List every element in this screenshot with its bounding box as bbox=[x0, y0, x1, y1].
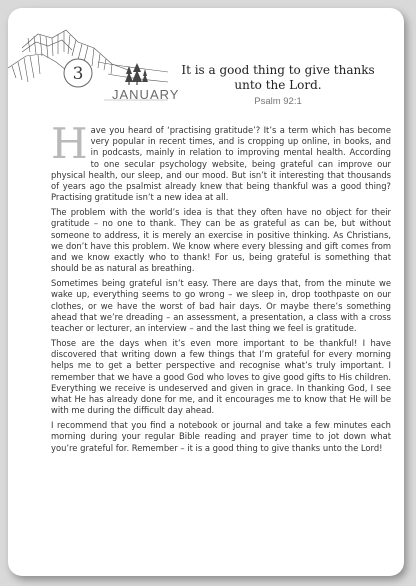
paragraph-2: The problem with the world’s idea is that they often have no object for their gratitude – no one to thank. They can be as grateful as can be, but without someone to address, it is merely an exercise in positive thinking. As Christians, we don’t have this problem. We know where every blessing and gift comes from and we know exactly who to thank! For us, being grateful is something that should be as natural as breathing. bbox=[51, 207, 391, 274]
drop-cap: H bbox=[51, 119, 88, 168]
paragraph-5: I recommend that you find a notebook or journal and take a few minutes each morning during your regular Bible reading and prayer time to jot down what you’re grateful for. Remember – it is a good thing to give thanks unto the Lord! bbox=[51, 420, 391, 453]
book-page bbox=[8, 8, 404, 576]
paragraph-3: Sometimes being grateful isn’t easy. There are days that, from the minute we wake up, everything seems to go wrong – we sleep in, drop toothpaste on our clothes, or we have the worst of bad hair days. Or maybe there’s something ahead that we’re dreading – an assessment, a presentation, a class with a cross teacher or lecturer, an interview – and the last thing we feel is gratitude. bbox=[51, 278, 391, 334]
devotional-body bbox=[51, 119, 391, 458]
verse-reference: Psalm 92:1 bbox=[254, 96, 302, 107]
month-label: JANUARY bbox=[112, 87, 180, 102]
day-number: 3 bbox=[72, 64, 84, 84]
paragraph-4: Those are the days when it’s even more important to be thankful! I have discovered that writing down a few things that I’m grateful for every morning helps me to get a better perspective and recognise what’s truly important. I remember that we have a good God who loves to give good gifts to His children. Everything we receive is undeserved and given in grace. In thanking God, I see what He has already done for me, and it encourages me to know that He will be with me during the difficult day ahead. bbox=[51, 338, 391, 416]
paragraph-1-text: ave you heard of ‘practising gratitude’? It’s a term which has become very popular in recent times, and is cropping up online, in books, and in podcasts, mainly in relation to improving mental health. According to one secular psychology website, being grateful can improve our physical health, our sleep, and our mood. But isn’t it interesting that thousands of years ago the psalmist already knew that being thankful was a good thing? Practising gratitude isn’t a new idea at all. bbox=[51, 125, 391, 203]
verse-text: It is a good thing to give thanks unto the Lord. bbox=[181, 63, 375, 92]
paragraph-1 bbox=[51, 119, 391, 203]
